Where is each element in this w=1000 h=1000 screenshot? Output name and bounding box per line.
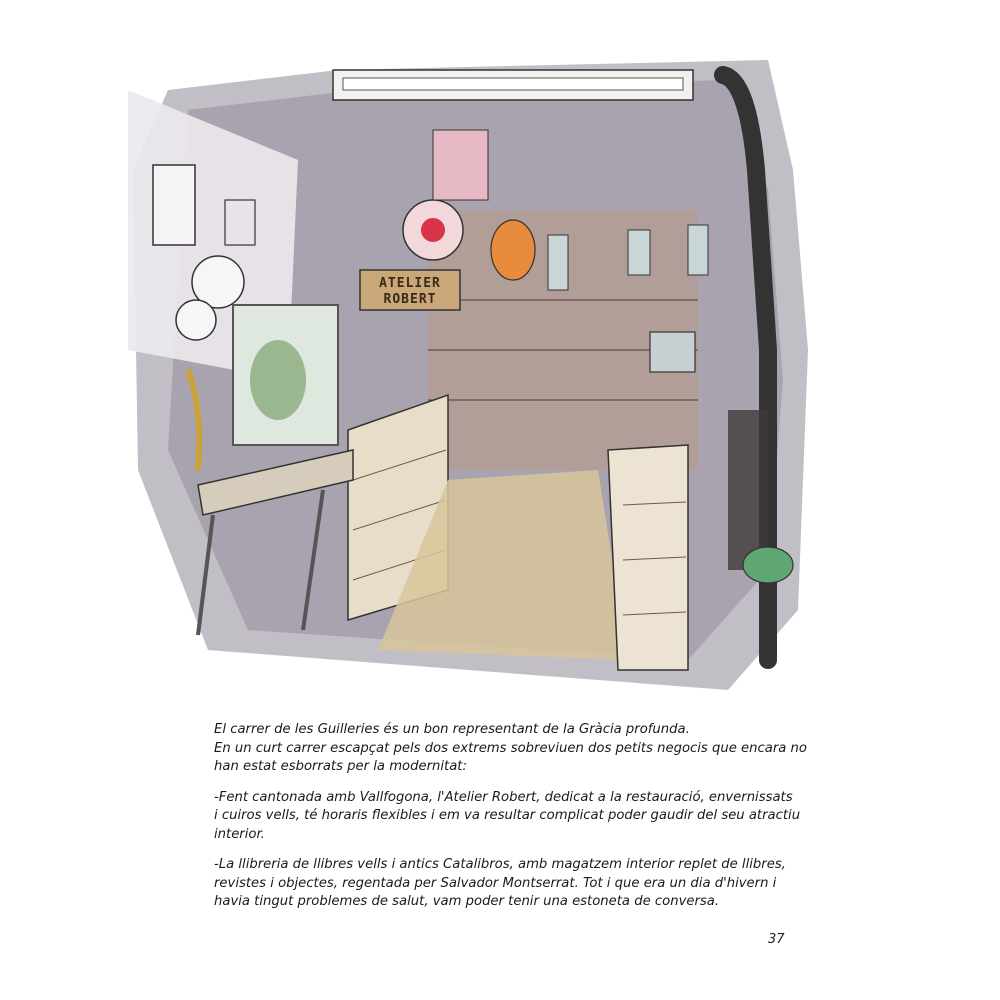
paragraph-intro <box>214 721 807 777</box>
text-line: -La llibreria de llibres vells i antics Catalibros, amb magatzem interior replet de llibres, <box>214 857 786 872</box>
text-line: revistes i objectes, regentada per Salvador Montserrat. Tot i que era un dia d'hivern i <box>214 875 777 891</box>
text-line: havia tingut problemes de salut, vam poder tenir una estoneta de conversa. <box>214 894 720 909</box>
text-line: interior. <box>214 826 265 842</box>
text-line: -Fent cantonada amb Vallfogona, l'Atelier Robert, dedicat a la restauració, envernissats <box>214 789 793 805</box>
text-line: han estat esborrats per la modernitat: <box>214 759 467 774</box>
text-line: En un curt carrer escapçat pels dos extrems sobreviuen dos petits negocis que encara no <box>214 740 807 756</box>
sign-text-line-2: ROBERT <box>383 292 437 307</box>
text-line: El carrer de les Guilleries és un bon representant de la Gràcia profunda. <box>214 722 690 737</box>
text-line: i cuiros vells, té horaris flexibles i em va resultar complicat poder gaudir del seu atractiu <box>214 808 801 823</box>
paragraph-catalibros <box>214 856 794 912</box>
page-number: 37 <box>768 932 785 947</box>
paragraph-atelier-robert <box>214 789 801 845</box>
article-text <box>214 721 807 924</box>
watercolor-illustration-atelier <box>128 50 810 700</box>
sign-text-line-1: ATELIER <box>379 276 441 291</box>
